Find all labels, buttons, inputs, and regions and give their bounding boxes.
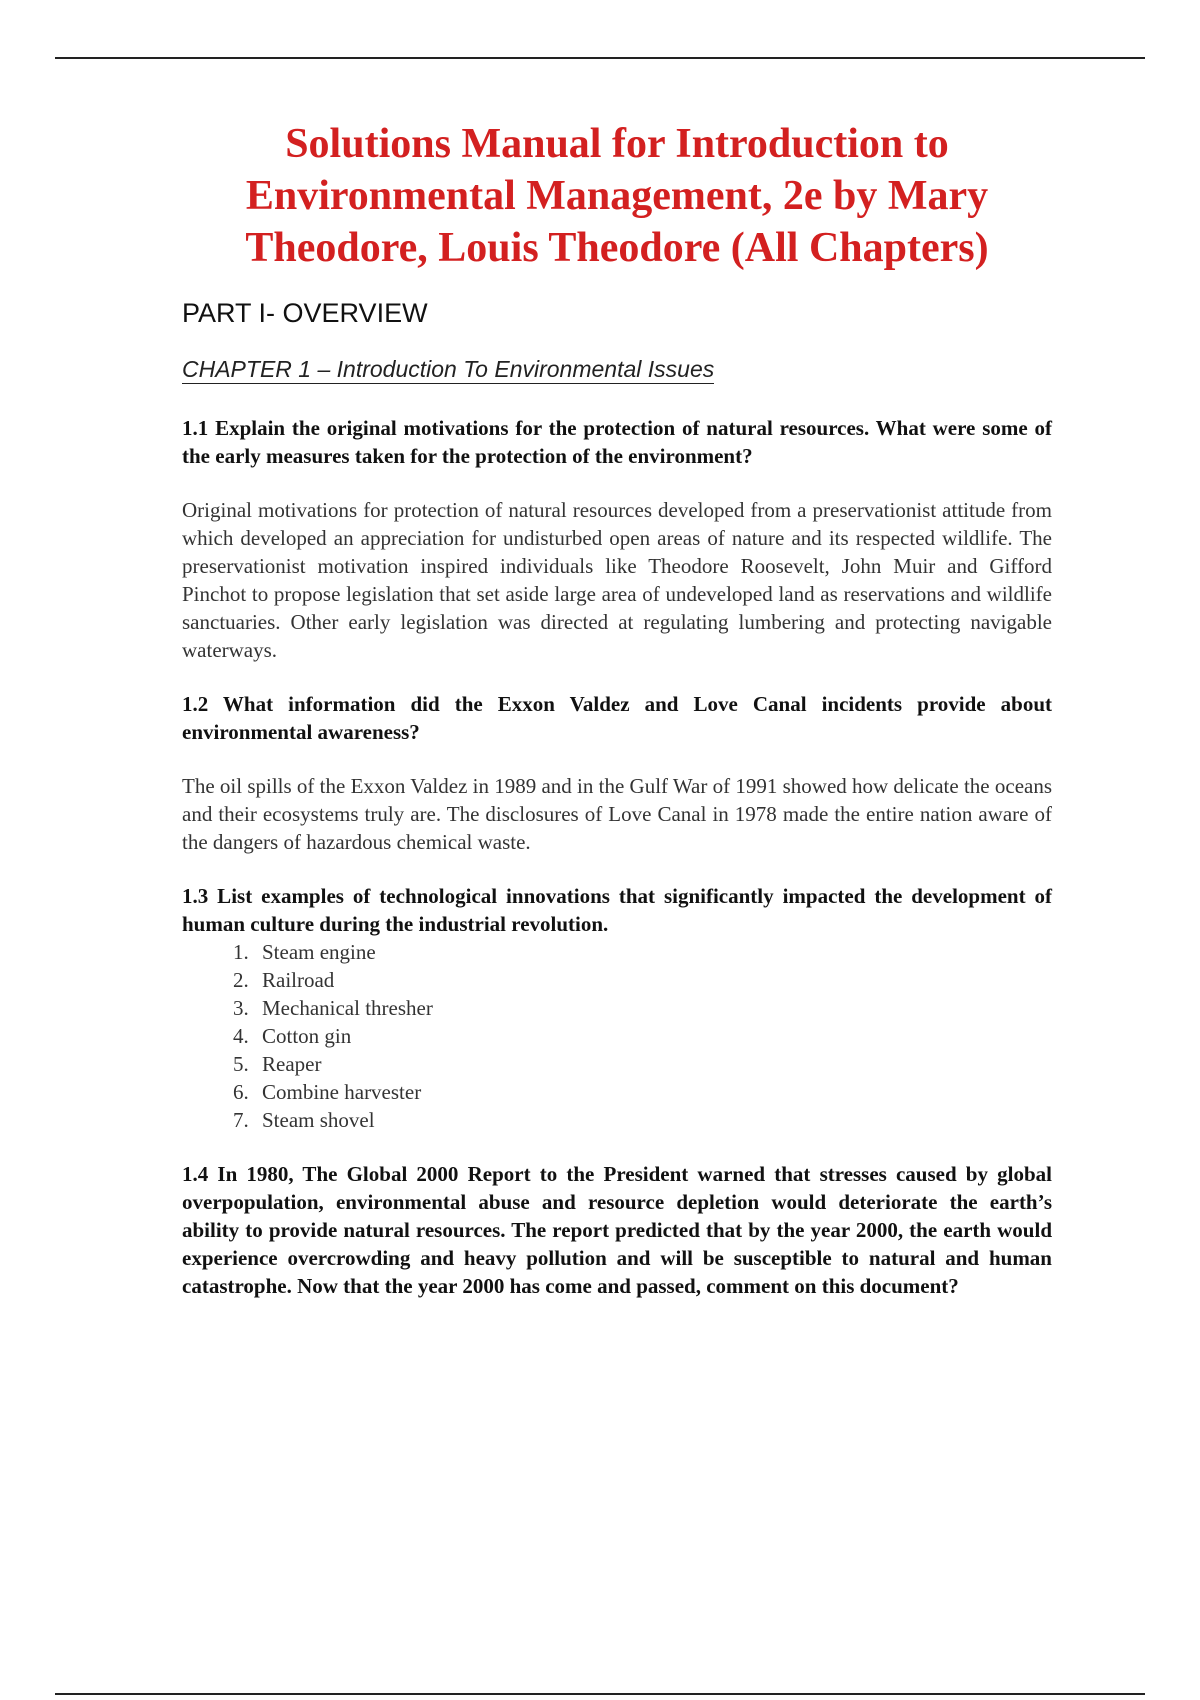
chapter-heading-text: CHAPTER 1 – Introduction To Environmental Issues: [182, 356, 715, 382]
question-text: 1.2 What information did the Exxon Valdez and Love Canal incidents provide about environmental awareness?: [182, 692, 1052, 744]
question-1-4: [182, 1160, 1052, 1300]
question-1-3: [182, 882, 1052, 1134]
page-content: [182, 118, 1052, 1300]
list-item: 4. Cotton gin: [254, 1022, 1052, 1050]
list-item: 5. Reaper: [254, 1050, 1052, 1078]
list-item: 7. Steam shovel: [254, 1106, 1052, 1134]
answer-text: Original motivations for protection of natural resources developed from a preservationist attitude from which developed an appreciation for undisturbed open areas of nature and its respected wildlife. The preservationist motivation inspired individuals like Theodore Roosevelt, John Muir and Gifford Pinchot to propose legislation that set aside large area of undeveloped land as reservations and wildlife sanctuaries. Other early legislation was directed at regulating lumbering and protecting navigable waterways.: [182, 498, 1052, 662]
list-item: 1. Steam engine: [254, 938, 1052, 966]
top-rule: [55, 57, 1145, 59]
question-text: 1.3 List examples of technological innovations that significantly impacted the development of human culture during the industrial revolution.: [182, 884, 1052, 936]
document-title: Solutions Manual for Introduction to Environmental Management, 2e by Mary Theodore, Louis Theodore (All Chapters): [245, 121, 989, 271]
list-item: 2. Railroad: [254, 966, 1052, 994]
question-1-2: [182, 690, 1052, 856]
chapter-heading: [182, 354, 1052, 384]
list-item: 6. Combine harvester: [254, 1078, 1052, 1106]
part-heading: PART I- OVERVIEW: [182, 298, 428, 328]
list-item: 3. Mechanical thresher: [254, 994, 1052, 1022]
bottom-rule: [55, 1693, 1145, 1695]
innovations-list: [182, 938, 1052, 1134]
question-1-1: [182, 414, 1052, 664]
question-text: 1.1 Explain the original motivations for the protection of natural resources. What were some of the early measures taken for the protection of the environment?: [182, 416, 1052, 468]
answer-text: The oil spills of the Exxon Valdez in 1989 and in the Gulf War of 1991 showed how delicate the oceans and their ecosystems truly are. The disclosures of Love Canal in 1978 made the entire nation aware of the dangers of hazardous chemical waste.: [182, 774, 1053, 854]
question-text: 1.4 In 1980, The Global 2000 Report to the President warned that stresses caused by global overpopulation, environmental abuse and resource depletion would deteriorate the earth’s ability to provide natural resources. The report predicted that by the year 2000, the earth would experience overcrowding and heavy pollution and will be susceptible to natural and human catastrophe. Now that the year 2000 has come and passed, comment on this document?: [182, 1162, 1052, 1298]
